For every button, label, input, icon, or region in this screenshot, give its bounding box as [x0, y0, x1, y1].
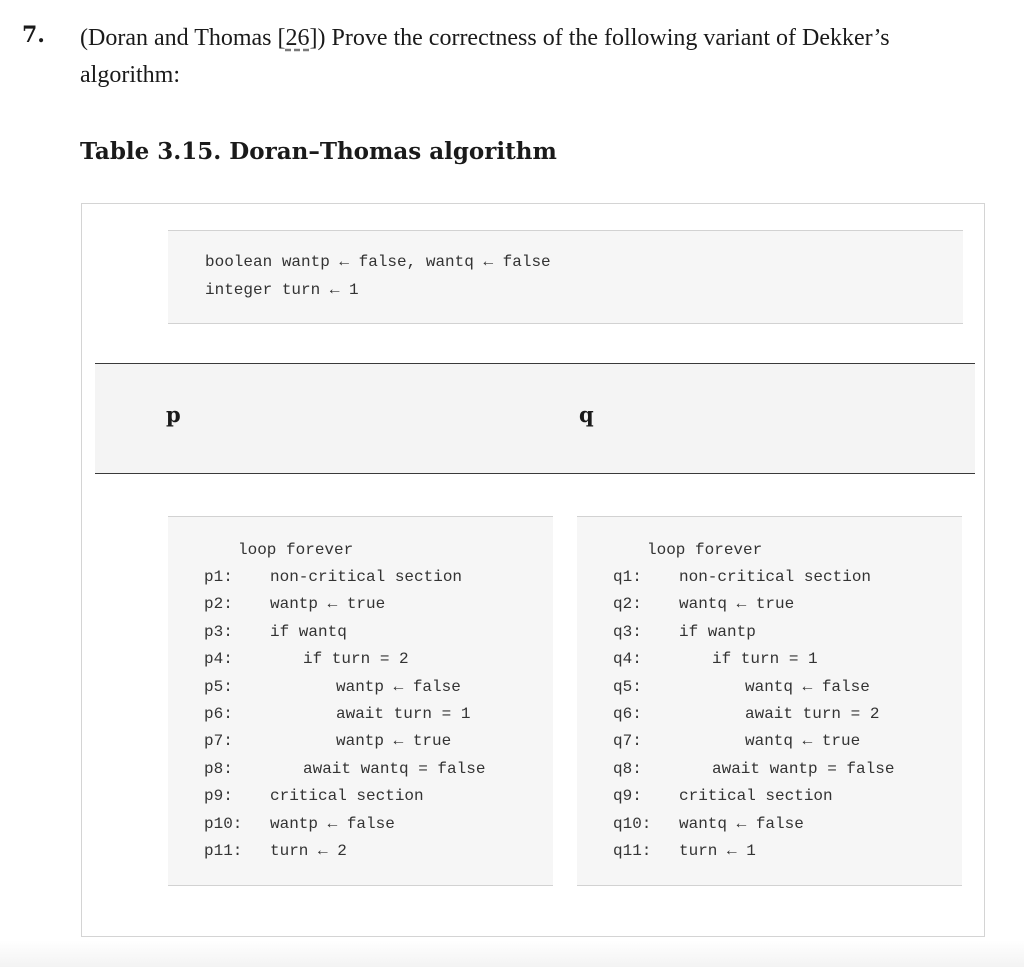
process-q-code	[577, 516, 962, 886]
process-q-header: q	[579, 402, 594, 427]
code-line-p8	[204, 756, 485, 783]
line-code: wantp ← false	[336, 677, 461, 696]
line-label: p1:	[204, 568, 233, 586]
line-code: critical section	[679, 787, 833, 806]
line-code: wantq ← true	[745, 732, 861, 751]
code-line-q8	[613, 756, 894, 783]
code-line-q6	[613, 701, 879, 728]
line-label: q3:	[613, 622, 642, 641]
code-line-p11	[204, 838, 347, 865]
code-line-q3	[613, 619, 756, 646]
code-line-q10	[613, 811, 804, 838]
line-code: wantp ← false	[270, 814, 395, 833]
line-label: q8:	[613, 759, 642, 778]
line-label: p8:	[204, 759, 233, 778]
line-code: turn ← 2	[270, 842, 347, 860]
line-code: wantq ← false	[679, 814, 804, 833]
declaration-line: boolean wantp ← false, wantq ← false	[205, 253, 551, 271]
line-label: q7:	[613, 732, 642, 751]
line-label: p5:	[204, 677, 233, 696]
line-label: q6:	[613, 705, 642, 723]
code-line-q4	[613, 646, 818, 673]
line-label: p9:	[204, 787, 233, 806]
code-line-q5	[613, 674, 870, 701]
line-code: await wantp = false	[712, 759, 895, 778]
line-code: if turn = 2	[303, 650, 409, 669]
line-label: p4:	[204, 650, 233, 669]
code-line-q1	[613, 564, 871, 591]
line-code: await turn = 1	[336, 705, 471, 723]
code-line-p5	[204, 674, 461, 701]
line-code: non-critical section	[679, 568, 872, 586]
process-p-header: p	[166, 402, 181, 427]
line-label: q4:	[613, 650, 642, 669]
line-code: await turn = 2	[745, 705, 880, 723]
loop-forever-q: loop forever	[647, 541, 763, 559]
code-line-q2	[613, 591, 794, 618]
problem-text-before: (Doran and Thomas [	[80, 25, 286, 51]
line-label: p11:	[204, 842, 243, 860]
declarations-block	[168, 230, 963, 324]
line-code: await wantq = false	[303, 759, 486, 778]
code-line-q11	[613, 838, 756, 865]
line-code: non-critical section	[270, 568, 463, 586]
code-line-p6	[204, 701, 470, 728]
line-code: if wantq	[270, 622, 347, 641]
line-code: wantp ← true	[270, 595, 386, 614]
code-line-p7	[204, 728, 451, 755]
code-line-p3	[204, 619, 347, 646]
line-code: if turn = 1	[712, 650, 818, 669]
page-bottom-fade	[0, 940, 1024, 967]
code-line-q7	[613, 728, 860, 755]
line-label: q5:	[613, 677, 642, 696]
line-code: wantq ← false	[745, 677, 870, 696]
line-label: q2:	[613, 595, 642, 614]
line-label: q1:	[613, 568, 642, 586]
line-label: p10:	[204, 814, 243, 833]
code-line-p4	[204, 646, 409, 673]
code-line-p2	[204, 591, 385, 618]
line-code: wantp ← true	[336, 732, 452, 751]
code-line-p1	[204, 564, 462, 591]
problem-text-after: ]) Prove the correctness of the following variant of Dekker’s algorithm:	[80, 25, 890, 88]
loop-forever-p: loop forever	[238, 541, 354, 559]
problem-number: 7.	[22, 22, 45, 48]
code-line-p9	[204, 783, 424, 810]
line-code: if wantp	[679, 622, 756, 641]
line-label: q11:	[613, 842, 652, 860]
line-label: q9:	[613, 787, 642, 806]
line-label: p6:	[204, 705, 233, 723]
line-code: turn ← 1	[679, 842, 756, 860]
line-label: p7:	[204, 732, 233, 751]
code-line-p10	[204, 811, 395, 838]
line-label: p3:	[204, 622, 233, 641]
declaration-line: integer turn ← 1	[205, 281, 359, 299]
line-label: q10:	[613, 814, 652, 833]
line-code: wantq ← true	[679, 595, 795, 614]
line-label: p2:	[204, 595, 233, 614]
process-p-code	[168, 516, 553, 886]
citation-link[interactable]: 26	[285, 25, 310, 51]
code-line-q9	[613, 783, 833, 810]
table-caption: Table 3.15. Doran–Thomas algorithm	[80, 138, 557, 165]
line-code: critical section	[270, 787, 424, 806]
process-header-row	[95, 363, 975, 474]
problem-statement	[80, 20, 980, 94]
